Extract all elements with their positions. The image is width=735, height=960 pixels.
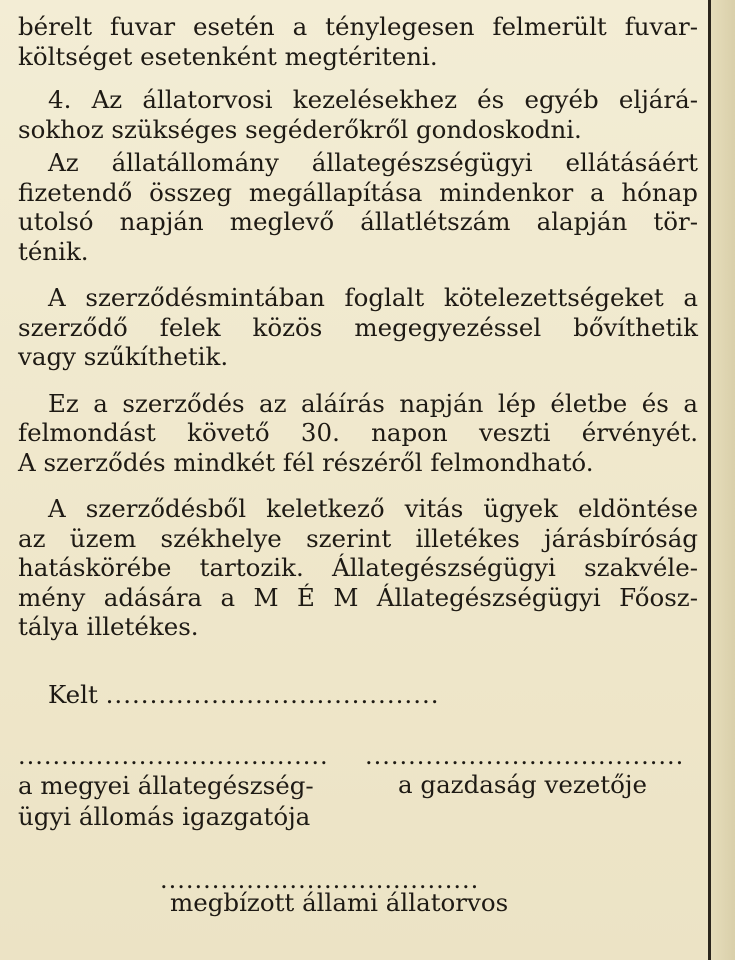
paragraph-validity (18, 389, 698, 478)
text-line: Ez a szerződés az aláírás napján lép életbe és a (48, 388, 698, 418)
kelt-dotted-line: ...................................... (105, 680, 440, 709)
text-line: hatáskörébe tartozik. Állategészségügyi szakvéle- (18, 553, 698, 582)
signature-line-left: .................................... (18, 742, 329, 770)
paragraph-transport-cost (18, 12, 698, 71)
signature-left-line2: ügyi állomás igazgatója (18, 802, 311, 831)
text-line: vagy szűkíthetik. (18, 342, 229, 371)
date-field (48, 680, 440, 709)
text-line: ténik. (18, 236, 89, 266)
paragraph-disputes (18, 494, 698, 642)
signature-bottom-caption: megbízott állami állatorvos (170, 888, 509, 917)
text-line: bérelt fuvar esetén a ténylegesen felmerült fuvar- (18, 12, 698, 41)
signature-left-caption (18, 770, 314, 832)
text-line: felmondást követő 30. napon veszti érvényét. (18, 418, 698, 447)
text-line: az üzem székhelye szerint illetékes járásbíróság (18, 523, 698, 553)
signature-line-bottom: ..................................... (160, 866, 480, 894)
text-line: Az állatállomány állategészségügyi ellátásáért (48, 148, 698, 177)
paragraph-contract-template (18, 283, 698, 372)
text-line: A szerződés mindkét fél részéről felmondható. (18, 447, 594, 477)
text-line: szerződő felek közös megegyezéssel bővíthetik (18, 312, 698, 342)
text-line: sokhoz szükséges segéderőkről gondoskodni. (18, 114, 582, 144)
paragraph-item-4 (18, 85, 698, 144)
signature-right-caption: a gazdaság vezetője (398, 770, 647, 799)
text-line: fizetendő összeg megállapítása mindenkor a hónap (18, 177, 698, 207)
signature-line-right: ..................................... (365, 742, 685, 770)
text-line: tálya illetékes. (18, 612, 199, 641)
text-line: költséget esetenként megtériteni. (18, 41, 438, 71)
text-line: 4. Az állatorvosi kezelésekhez és egyéb eljárá- (48, 85, 698, 114)
text-line: A szerződésmintában foglalt kötelezettségeket a (48, 283, 698, 312)
text-line: mény adására a M É M Állategészségügyi Főosz- (18, 582, 698, 612)
text-column (18, 12, 698, 642)
signature-left-line1: a megyei állategészség- (18, 771, 314, 800)
page-edge (708, 0, 735, 960)
text-line: utolsó napján meglevő állatlétszám alapján tör- (18, 207, 698, 236)
paragraph-fee-calculation (18, 148, 698, 266)
kelt-label: Kelt (48, 680, 98, 709)
text-line: A szerződésből keletkező vitás ügyek eldöntése (48, 494, 698, 523)
